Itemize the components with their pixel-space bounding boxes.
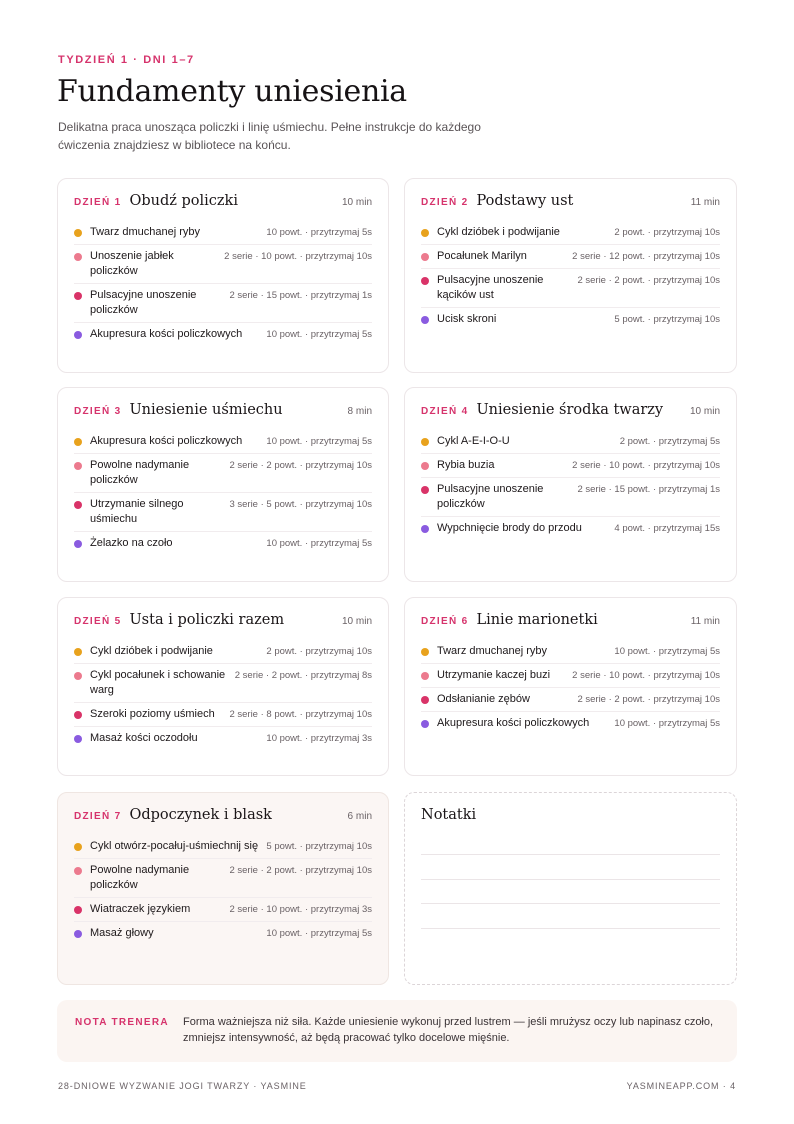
day-tag: DZIEŃ 6 [421,616,469,627]
exercise-reps: 4 powt. · przytrzymaj 15s [614,523,720,534]
exercise-row [74,454,372,493]
exercise-color-dot [421,525,429,533]
exercise-reps: 2 powt. · przytrzymaj 10s [266,646,372,657]
exercise-row [421,640,720,664]
day-card-4 [404,387,737,582]
day-card-header [74,402,372,424]
exercise-color-dot [74,540,82,548]
exercise-reps: 2 serie · 15 powt. · przytrzymaj 1s [229,290,372,301]
day-tag: DZIEŃ 1 [74,197,122,208]
exercise-name: Twarz dmuchanej ryby [437,645,548,657]
exercise-row [74,245,372,284]
exercise-reps: 2 serie · 10 powt. · przytrzymaj 10s [572,460,720,471]
exercise-color-dot [74,501,82,509]
exercise-name: Ucisk skroni [437,313,497,325]
day-title: Uniesienie środka twarzy [476,402,664,418]
note-line [421,903,720,904]
exercise-color-dot [421,253,429,261]
exercise-reps: 2 serie · 10 powt. · przytrzymaj 3s [229,904,372,915]
exercise-name: Odsłanianie zębów [437,693,530,705]
exercise-name: Powolne nadymanie policzków [90,459,190,486]
exercise-list [421,221,720,331]
exercise-color-dot [74,331,82,339]
exercise-row [421,430,720,454]
exercise-name: Wypchnięcie brody do przodu [437,522,582,534]
exercise-reps: 2 serie · 10 powt. · przytrzymaj 10s [224,251,372,262]
exercise-color-dot [74,292,82,300]
exercise-name: Cykl dzióbek i podwijanie [90,645,213,657]
day-card-header [421,402,720,424]
exercise-row [421,245,720,269]
notes-title: Notatki [421,807,477,823]
exercise-row [421,688,720,712]
exercise-reps: 10 powt. · przytrzymaj 3s [266,733,372,744]
exercise-name: Wiatraczek językiem [90,903,191,915]
day-tag: DZIEŃ 4 [421,406,469,417]
exercise-row [421,308,720,331]
week-eyebrow: TYDZIEŃ 1 · DNI 1–7 [58,54,195,66]
exercise-reps: 2 serie · 12 powt. · przytrzymaj 10s [572,251,720,262]
day-tag: DZIEŃ 3 [74,406,122,417]
exercise-name: Masaż kości oczodołu [90,732,198,744]
day-title: Obudź policzki [129,193,238,209]
exercise-name: Cykl otwórz-pocałuj-uśmiechnij się [90,840,259,852]
exercise-row [74,703,372,727]
day-tag: DZIEŃ 5 [74,616,122,627]
exercise-reps: 10 powt. · przytrzymaj 5s [614,646,720,657]
day-card-header [74,612,372,634]
day-card-5 [57,597,389,776]
exercise-color-dot [74,843,82,851]
exercise-row [74,493,372,532]
day-duration: 10 min [341,616,372,627]
exercise-row [74,323,372,346]
day-card-header [421,193,720,215]
exercise-color-dot [74,462,82,470]
exercise-row [74,922,372,945]
exercise-reps: 10 powt. · przytrzymaj 5s [614,718,720,729]
day-title: Linie marionetki [476,612,598,628]
exercise-row [74,664,372,703]
exercise-name: Twarz dmuchanej ryby [90,226,201,238]
notes-box[interactable] [404,792,737,985]
day-duration: 6 min [347,811,372,822]
footer-left: 28-DNIOWE WYZWANIE JOGI TWARZY · YASMINE [58,1081,307,1091]
exercise-row [74,221,372,245]
exercise-list [74,430,372,555]
exercise-name: Unoszenie jabłek policzków [90,250,174,277]
note-line [421,928,720,929]
exercise-name: Masaż głowy [90,927,154,939]
exercise-reps: 10 powt. · przytrzymaj 5s [266,436,372,447]
exercise-color-dot [421,229,429,237]
exercise-color-dot [74,735,82,743]
exercise-name: Pulsacyjne unoszenie policzków [437,483,544,510]
day-duration: 11 min [690,616,720,627]
exercise-color-dot [74,930,82,938]
day-card-header [74,807,372,829]
day-card-1 [57,178,389,373]
exercise-row [74,640,372,664]
exercise-name: Szeroki poziomy uśmiech [90,708,215,720]
exercise-color-dot [74,648,82,656]
exercise-color-dot [74,229,82,237]
day-title: Usta i policzki razem [129,612,285,628]
day-duration: 10 min [341,197,372,208]
day-card-header [74,193,372,215]
day-duration: 11 min [690,197,720,208]
exercise-color-dot [421,486,429,494]
day-card-3 [57,387,389,582]
exercise-color-dot [421,720,429,728]
exercise-reps: 10 powt. · przytrzymaj 5s [266,227,372,238]
exercise-reps: 10 powt. · przytrzymaj 5s [266,538,372,549]
exercise-name: Cykl pocałunek i schowanie warg [90,669,226,696]
exercise-name: Rybia buzia [437,459,495,471]
exercise-row [74,859,372,898]
exercise-name: Pulsacyjne unoszenie kącików ust [437,274,544,301]
day-title: Odpoczynek i blask [129,807,272,823]
exercise-reps: 2 serie · 2 powt. · przytrzymaj 10s [229,865,372,876]
exercise-name: Utrzymanie silnego uśmiechu [90,498,184,525]
day-card-6 [404,597,737,776]
exercise-color-dot [74,867,82,875]
exercise-row [74,835,372,859]
exercise-row [74,532,372,555]
exercise-row [421,454,720,478]
day-duration: 8 min [347,406,372,417]
exercise-reps: 3 serie · 5 powt. · przytrzymaj 10s [229,499,372,510]
exercise-reps: 2 serie · 2 powt. · przytrzymaj 10s [229,460,372,471]
exercise-list [421,640,720,735]
day-card-7 [57,792,389,985]
exercise-color-dot [421,277,429,285]
exercise-color-dot [421,438,429,446]
coach-note-tag: NOTA TRENERA [75,1017,169,1028]
exercise-color-dot [421,672,429,680]
exercise-name: Cykl dzióbek i podwijanie [437,226,560,238]
coach-note-text: Forma ważniejsza niż siła. Każde uniesienie wykonuj przed lustrem — jeśli mrużysz oczy lub napinasz czoło, zmniejsz intensywność, aż będą pracować tylko docelowe mięśnie. [183,1016,714,1044]
exercise-row [74,430,372,454]
exercise-reps: 2 serie · 10 powt. · przytrzymaj 10s [572,670,720,681]
page-title: Fundamenty uniesienia [57,74,407,109]
exercise-name: Akupresura kości policzkowych [90,328,243,340]
exercise-color-dot [74,906,82,914]
exercise-color-dot [74,711,82,719]
note-line [421,854,720,855]
day-tag: DZIEŃ 7 [74,811,122,822]
day-title: Podstawy ust [476,193,574,209]
exercise-row [421,712,720,735]
exercise-list [421,430,720,540]
exercise-color-dot [74,438,82,446]
exercise-reps: 2 powt. · przytrzymaj 5s [619,436,720,447]
exercise-color-dot [421,696,429,704]
exercise-name: Akupresura kości policzkowych [90,435,243,447]
exercise-row [421,478,720,517]
exercise-reps: 2 serie · 15 powt. · przytrzymaj 1s [577,484,720,495]
exercise-reps: 5 powt. · przytrzymaj 10s [614,314,720,325]
exercise-reps: 2 serie · 2 powt. · przytrzymaj 10s [577,275,720,286]
coach-note [57,1000,737,1062]
exercise-row [421,664,720,688]
exercise-row [421,517,720,540]
exercise-color-dot [421,648,429,656]
exercise-reps: 2 serie · 2 powt. · przytrzymaj 10s [577,694,720,705]
exercise-name: Pocałunek Marilyn [437,250,527,262]
exercise-name: Żelazko na czoło [90,537,173,549]
exercise-row [74,284,372,323]
note-line [421,879,720,880]
exercise-row [74,727,372,750]
exercise-name: Utrzymanie kaczej buzi [437,669,551,681]
day-tag: DZIEŃ 2 [421,197,469,208]
exercise-color-dot [421,462,429,470]
exercise-row [421,221,720,245]
exercise-list [74,835,372,945]
exercise-reps: 2 serie · 8 powt. · przytrzymaj 10s [229,709,372,720]
exercise-color-dot [74,672,82,680]
exercise-reps: 10 powt. · przytrzymaj 5s [266,329,372,340]
exercise-name: Pulsacyjne unoszenie policzków [90,289,197,316]
exercise-reps: 10 powt. · przytrzymaj 5s [266,928,372,939]
exercise-name: Cykl A-E-I-O-U [437,435,510,447]
exercise-reps: 5 powt. · przytrzymaj 10s [266,841,372,852]
intro-text: Delikatna praca unosząca policzki i linię uśmiechu. Pełne instrukcje do każdego ćwiczenia znajdziesz w bibliotece na końcu. [58,120,481,152]
day-card-2 [404,178,737,373]
exercise-row [74,898,372,922]
exercise-reps: 2 powt. · przytrzymaj 10s [614,227,720,238]
exercise-color-dot [74,253,82,261]
day-title: Uniesienie uśmiechu [129,402,283,418]
exercise-reps: 2 serie · 2 powt. · przytrzymaj 8s [234,670,372,681]
exercise-row [421,269,720,308]
exercise-list [74,640,372,750]
exercise-list [74,221,372,346]
exercise-name: Akupresura kości policzkowych [437,717,590,729]
day-duration: 10 min [689,406,720,417]
exercise-color-dot [421,316,429,324]
footer-right: YASMINEAPP.COM · 4 [626,1081,736,1091]
exercise-name: Powolne nadymanie policzków [90,864,190,891]
day-card-header [421,612,720,634]
